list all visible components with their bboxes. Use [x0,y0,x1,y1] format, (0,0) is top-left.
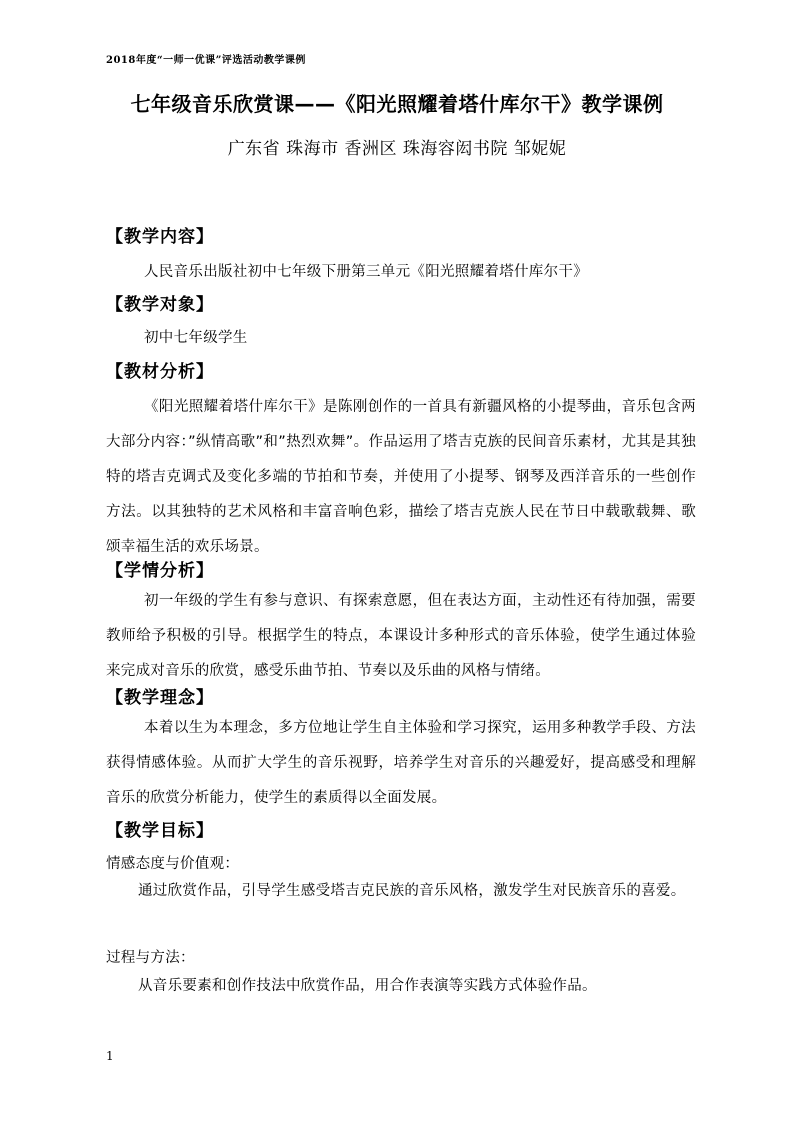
goal-emotion-label: 情感态度与价值观： [106,856,240,872]
target-text: 初中七年级学生 [144,330,248,346]
students-paragraph: 初一年级的学生有参与意识、有探索意愿，但在表达方面，主动性还有待加强，需要教师给予积极的引导。根据学生的特点，本课设计多种形式的音乐体验，使学生通过体验来完成对音乐的欣赏，感受乐曲节拍、节奏以及乐曲的风格与情绪。 [106,593,696,679]
section-heading-philosophy: 【教学理念】 [106,688,214,708]
section-heading-students: 【学情分析】 [106,561,214,581]
section-heading-material: 【教材分析】 [106,362,214,382]
goal-process-label: 过程与方法： [106,950,195,966]
author-line: 广东省 珠海市 香洲区 珠海容闳书院 邹妮妮 [227,139,567,159]
section-heading-target: 【教学对象】 [106,295,214,315]
document-title: 七年级音乐欣赏课——《阳光照耀着塔什库尔干》教学课例 [130,92,664,116]
page-header: 2018年度“一师一优课”评选活动教学课例 [106,55,306,66]
section-heading-goals: 【教学目标】 [106,821,214,841]
goal-emotion-paragraph: 通过欣赏作品，引导学生感受塔吉克民族的音乐风格，激发学生对民族音乐的喜爱。 [138,883,686,899]
material-paragraph: 《阳光照耀着塔什库尔干》是陈刚创作的一首具有新疆风格的小提琴曲，音乐包含两大部分内容：”纵情高歌”和”热烈欢舞”。作品运用了塔吉克族的民间音乐素材，尤其是其独特的塔吉克调式及变化多端的节拍和节奏，并使用了小提琴、钢琴及西洋音乐的一些创作方法。以其独特的艺术风格和丰富音响色彩，描绘了塔吉克族人民在节日中载歌载舞、歌颂幸福生活的欢乐场景。 [106,399,696,555]
philosophy-paragraph: 本着以生为本理念，多方位地让学生自主体验和学习探究，运用多种教学手段、方法获得情感体验。从而扩大学生的音乐视野，培养学生对音乐的兴趣爱好，提高感受和理解音乐的欣赏分析能力，使学生的素质得以全面发展。 [106,720,696,806]
section-heading-content: 【教学内容】 [106,227,214,247]
content-text: 人民音乐出版社初中七年级下册第三单元《阳光照耀着塔什库尔干》 [144,264,588,280]
goal-process-text: 从音乐要素和创作技法中欣赏作品，用合作表演等实践方式体验作品。 [138,978,597,994]
page-number: 1 [106,1049,114,1063]
